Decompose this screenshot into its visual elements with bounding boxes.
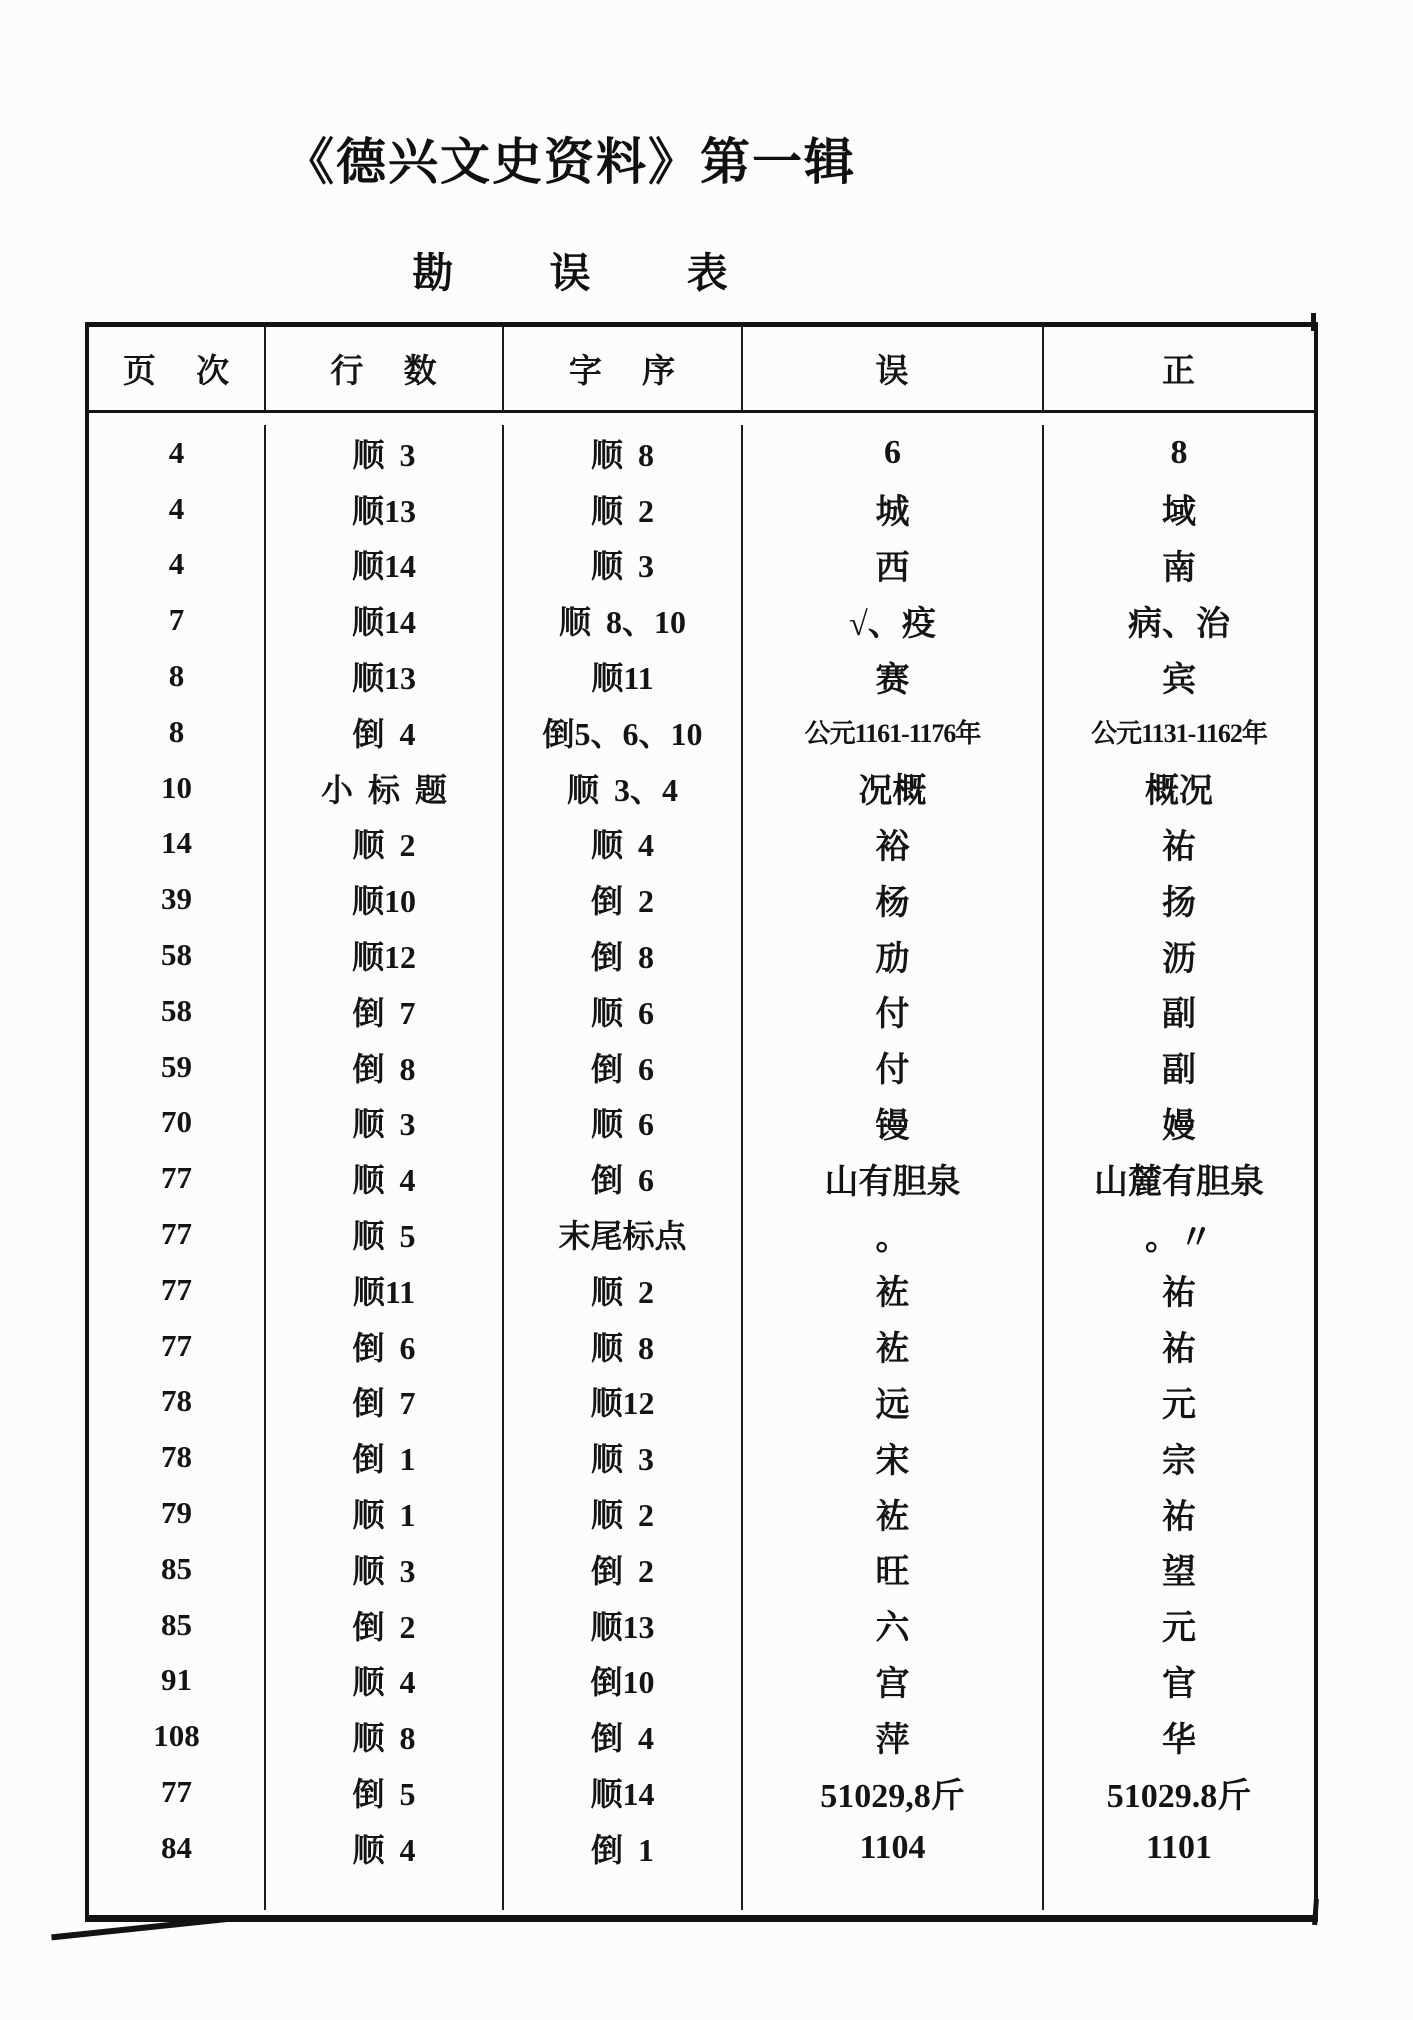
table-cell: 宫 xyxy=(743,1653,1044,1709)
scan-artifact-bottom-right xyxy=(1312,1899,1319,1925)
table-cell: 8 xyxy=(1170,433,1188,471)
table-cell: 倒10 xyxy=(504,1653,743,1709)
table-cell: 4 xyxy=(89,481,266,537)
errata-table xyxy=(85,322,1318,1922)
table-cell: 。 xyxy=(743,1206,1044,1262)
table-cell: 镘 xyxy=(743,1095,1044,1151)
table-cell: 51029,8斤 xyxy=(743,1764,1044,1820)
table-cell: 六 xyxy=(743,1597,1044,1653)
table-cell: 袏 xyxy=(743,1262,1044,1318)
table-cell: 袏 xyxy=(743,1318,1044,1374)
table-cell: 58 xyxy=(89,983,266,1039)
table-cell: 裕 xyxy=(743,816,1044,872)
table-filler-cell xyxy=(89,1876,266,1910)
table-filler-row xyxy=(89,1876,1314,1910)
table-cell: 袏 xyxy=(743,1485,1044,1541)
table-cell: 顺 4 xyxy=(266,1150,504,1206)
table-cell: 倒 5 xyxy=(266,1764,504,1820)
table-cell: 扬 xyxy=(1162,884,1196,922)
table-cell: 8 xyxy=(89,648,266,704)
table-cell: 顺 3 xyxy=(266,1541,504,1597)
table-cell: 公元1131-1162年 xyxy=(1091,719,1267,749)
column-header-correct: 正 xyxy=(1044,327,1314,413)
table-cell: 顺 4 xyxy=(266,1653,504,1709)
table-cell: 嫚 xyxy=(1162,1107,1196,1145)
table-cell: 顺13 xyxy=(266,481,504,537)
table-cell: 宗 xyxy=(1162,1442,1196,1480)
table-cell: 顺 4 xyxy=(504,816,743,872)
table-cell: 元 xyxy=(1162,1386,1196,1424)
table-cell: 倒 7 xyxy=(266,1374,504,1430)
table-cell: 倒 6 xyxy=(266,1318,504,1374)
table-cell: 祐 xyxy=(1162,1275,1196,1313)
table-cell: 末尾标点 xyxy=(504,1206,743,1262)
table-cell: 沥 xyxy=(1162,940,1196,978)
table-cell: 山麓有胆泉 xyxy=(1094,1163,1264,1201)
column-header-char-order: 字 序 xyxy=(504,327,743,413)
table-cell: 顺 5 xyxy=(266,1206,504,1262)
table-cell: 付 xyxy=(743,1039,1044,1095)
table-cell: 倒 1 xyxy=(504,1820,743,1876)
table-cell: 望 xyxy=(1162,1554,1196,1592)
table-cell: 域 xyxy=(1162,494,1196,532)
table-cell: 85 xyxy=(89,1597,266,1653)
table-cell: 祐 xyxy=(1162,1331,1196,1369)
table-cell: 顺12 xyxy=(266,927,504,983)
table-cell: 1101 xyxy=(1145,1828,1213,1866)
table-cell: 顺14 xyxy=(504,1764,743,1820)
table-cell: 病、治 xyxy=(1128,605,1230,643)
table-cell: 官 xyxy=(1162,1665,1196,1703)
table-cell: 西 xyxy=(743,537,1044,593)
document-title: 《德兴文史资料》第一辑 xyxy=(284,134,856,190)
table-cell: 顺13 xyxy=(504,1597,743,1653)
table-cell: 79 xyxy=(89,1485,266,1541)
table-cell: √、疫 xyxy=(743,592,1044,648)
table-cell: 倒 4 xyxy=(504,1708,743,1764)
table-cell: 顺 8 xyxy=(266,1708,504,1764)
table-cell: 祐 xyxy=(1162,1498,1196,1536)
table-cell: 顺 8 xyxy=(504,1318,743,1374)
scan-artifact-top-right xyxy=(1311,313,1316,331)
errata-table-title: 勘 误 表 xyxy=(412,250,728,296)
table-cell: 顺 3 xyxy=(266,1095,504,1151)
table-cell: 公元1161-1176年 xyxy=(743,704,1044,760)
table-cell: 10 xyxy=(89,760,266,816)
table-cell: 顺11 xyxy=(266,1262,504,1318)
table-cell: 4 xyxy=(89,537,266,593)
table-cell: 南 xyxy=(1162,549,1196,587)
table-filler-cell xyxy=(1044,1876,1314,1910)
table-cell: 萍 xyxy=(743,1708,1044,1764)
table-cell: 77 xyxy=(89,1318,266,1374)
table-cell: 顺 2 xyxy=(504,481,743,537)
table-cell: 78 xyxy=(89,1374,266,1430)
table-cell: 祐 xyxy=(1162,828,1196,866)
table-cell: 顺 2 xyxy=(504,1485,743,1541)
table-cell: 70 xyxy=(89,1095,266,1151)
table-cell: 倒5、6、10 xyxy=(504,704,743,760)
table-cell: 顺 8 xyxy=(504,425,743,481)
table-cell: 顺11 xyxy=(504,648,743,704)
table-cell: 顺 3 xyxy=(504,1429,743,1485)
table-cell: 91 xyxy=(89,1653,266,1709)
table-cell: 14 xyxy=(89,816,266,872)
table-cell: 6 xyxy=(743,425,1044,481)
table-cell: 77 xyxy=(89,1206,266,1262)
errata-subtitle-wrap xyxy=(0,240,1140,299)
table-cell: 顺10 xyxy=(266,871,504,927)
table-filler-cell xyxy=(743,1876,1044,1910)
table-cell: 小 标 题 xyxy=(266,760,504,816)
table-body xyxy=(89,413,1314,1876)
table-cell: 1104 xyxy=(743,1820,1044,1876)
table-cell: 付 xyxy=(743,983,1044,1039)
table-cell: 78 xyxy=(89,1429,266,1485)
table-cell: 顺 3 xyxy=(504,537,743,593)
column-header-error: 误 xyxy=(743,327,1044,413)
table-cell: 赛 xyxy=(743,648,1044,704)
table-cell: 城 xyxy=(743,481,1044,537)
table-cell: 倒 1 xyxy=(266,1429,504,1485)
table-cell: 劢 xyxy=(743,927,1044,983)
table-cell: 宾 xyxy=(1162,661,1196,699)
table-cell: 顺 2 xyxy=(504,1262,743,1318)
table-cell: 4 xyxy=(89,425,266,481)
column-header-page: 页 次 xyxy=(89,327,266,413)
table-cell: 顺 2 xyxy=(266,816,504,872)
table-cell: 顺12 xyxy=(504,1374,743,1430)
table-cell: 倒 7 xyxy=(266,983,504,1039)
table-cell: 84 xyxy=(89,1820,266,1876)
table-cell: 顺 3、4 xyxy=(504,760,743,816)
table-cell: 华 xyxy=(1162,1721,1196,1759)
table-cell: 宋 xyxy=(743,1429,1044,1485)
table-cell: 顺 1 xyxy=(266,1485,504,1541)
table-cell: 倒 4 xyxy=(266,704,504,760)
column-header-line: 行 数 xyxy=(266,327,504,413)
table-cell: 倒 2 xyxy=(266,1597,504,1653)
scan-artifact-bottom-left xyxy=(51,1916,231,1941)
table-cell: 59 xyxy=(89,1039,266,1095)
table-cell: 顺 8、10 xyxy=(504,592,743,648)
table-cell: 顺14 xyxy=(266,592,504,648)
table-cell: 顺14 xyxy=(266,537,504,593)
table-cell: 倒 6 xyxy=(504,1150,743,1206)
table-cell: 顺 6 xyxy=(504,1095,743,1151)
table-cell: 元 xyxy=(1162,1610,1196,1648)
table-cell: 108 xyxy=(89,1708,266,1764)
table-cell: 77 xyxy=(89,1764,266,1820)
table-cell: 51029.8斤 xyxy=(1106,1777,1252,1815)
table-cell: 倒 8 xyxy=(266,1039,504,1095)
table-cell: 倒 6 xyxy=(504,1039,743,1095)
table-cell: 杨 xyxy=(743,871,1044,927)
table-cell: 山有胆泉 xyxy=(743,1150,1044,1206)
table-cell: 倒 2 xyxy=(504,1541,743,1597)
document-header xyxy=(0,122,1140,194)
table-cell: 77 xyxy=(89,1150,266,1206)
table-cell: 倒 8 xyxy=(504,927,743,983)
table-cell: 副 xyxy=(1162,1052,1196,1090)
table-cell: 顺 3 xyxy=(266,425,504,481)
table-cell: 顺13 xyxy=(266,648,504,704)
table-cell: 85 xyxy=(89,1541,266,1597)
table-cell: 顺 6 xyxy=(504,983,743,1039)
table-header-row xyxy=(89,327,1314,413)
table-cell: 8 xyxy=(89,704,266,760)
table-cell: 39 xyxy=(89,871,266,927)
table-cell: 旺 xyxy=(743,1541,1044,1597)
table-cell: 77 xyxy=(89,1262,266,1318)
table-cell: 倒 2 xyxy=(504,871,743,927)
table-cell: 副 xyxy=(1162,996,1196,1034)
table-cell: 远 xyxy=(743,1374,1044,1430)
table-cell: 顺 4 xyxy=(266,1820,504,1876)
table-cell: 况概 xyxy=(743,760,1044,816)
table-cell: 。〃 xyxy=(1145,1219,1213,1257)
table-cell: 概况 xyxy=(1145,773,1213,811)
table-cell: 58 xyxy=(89,927,266,983)
table-filler-cell xyxy=(504,1876,743,1910)
table-filler-cell xyxy=(266,1876,504,1910)
table-cell: 7 xyxy=(89,592,266,648)
